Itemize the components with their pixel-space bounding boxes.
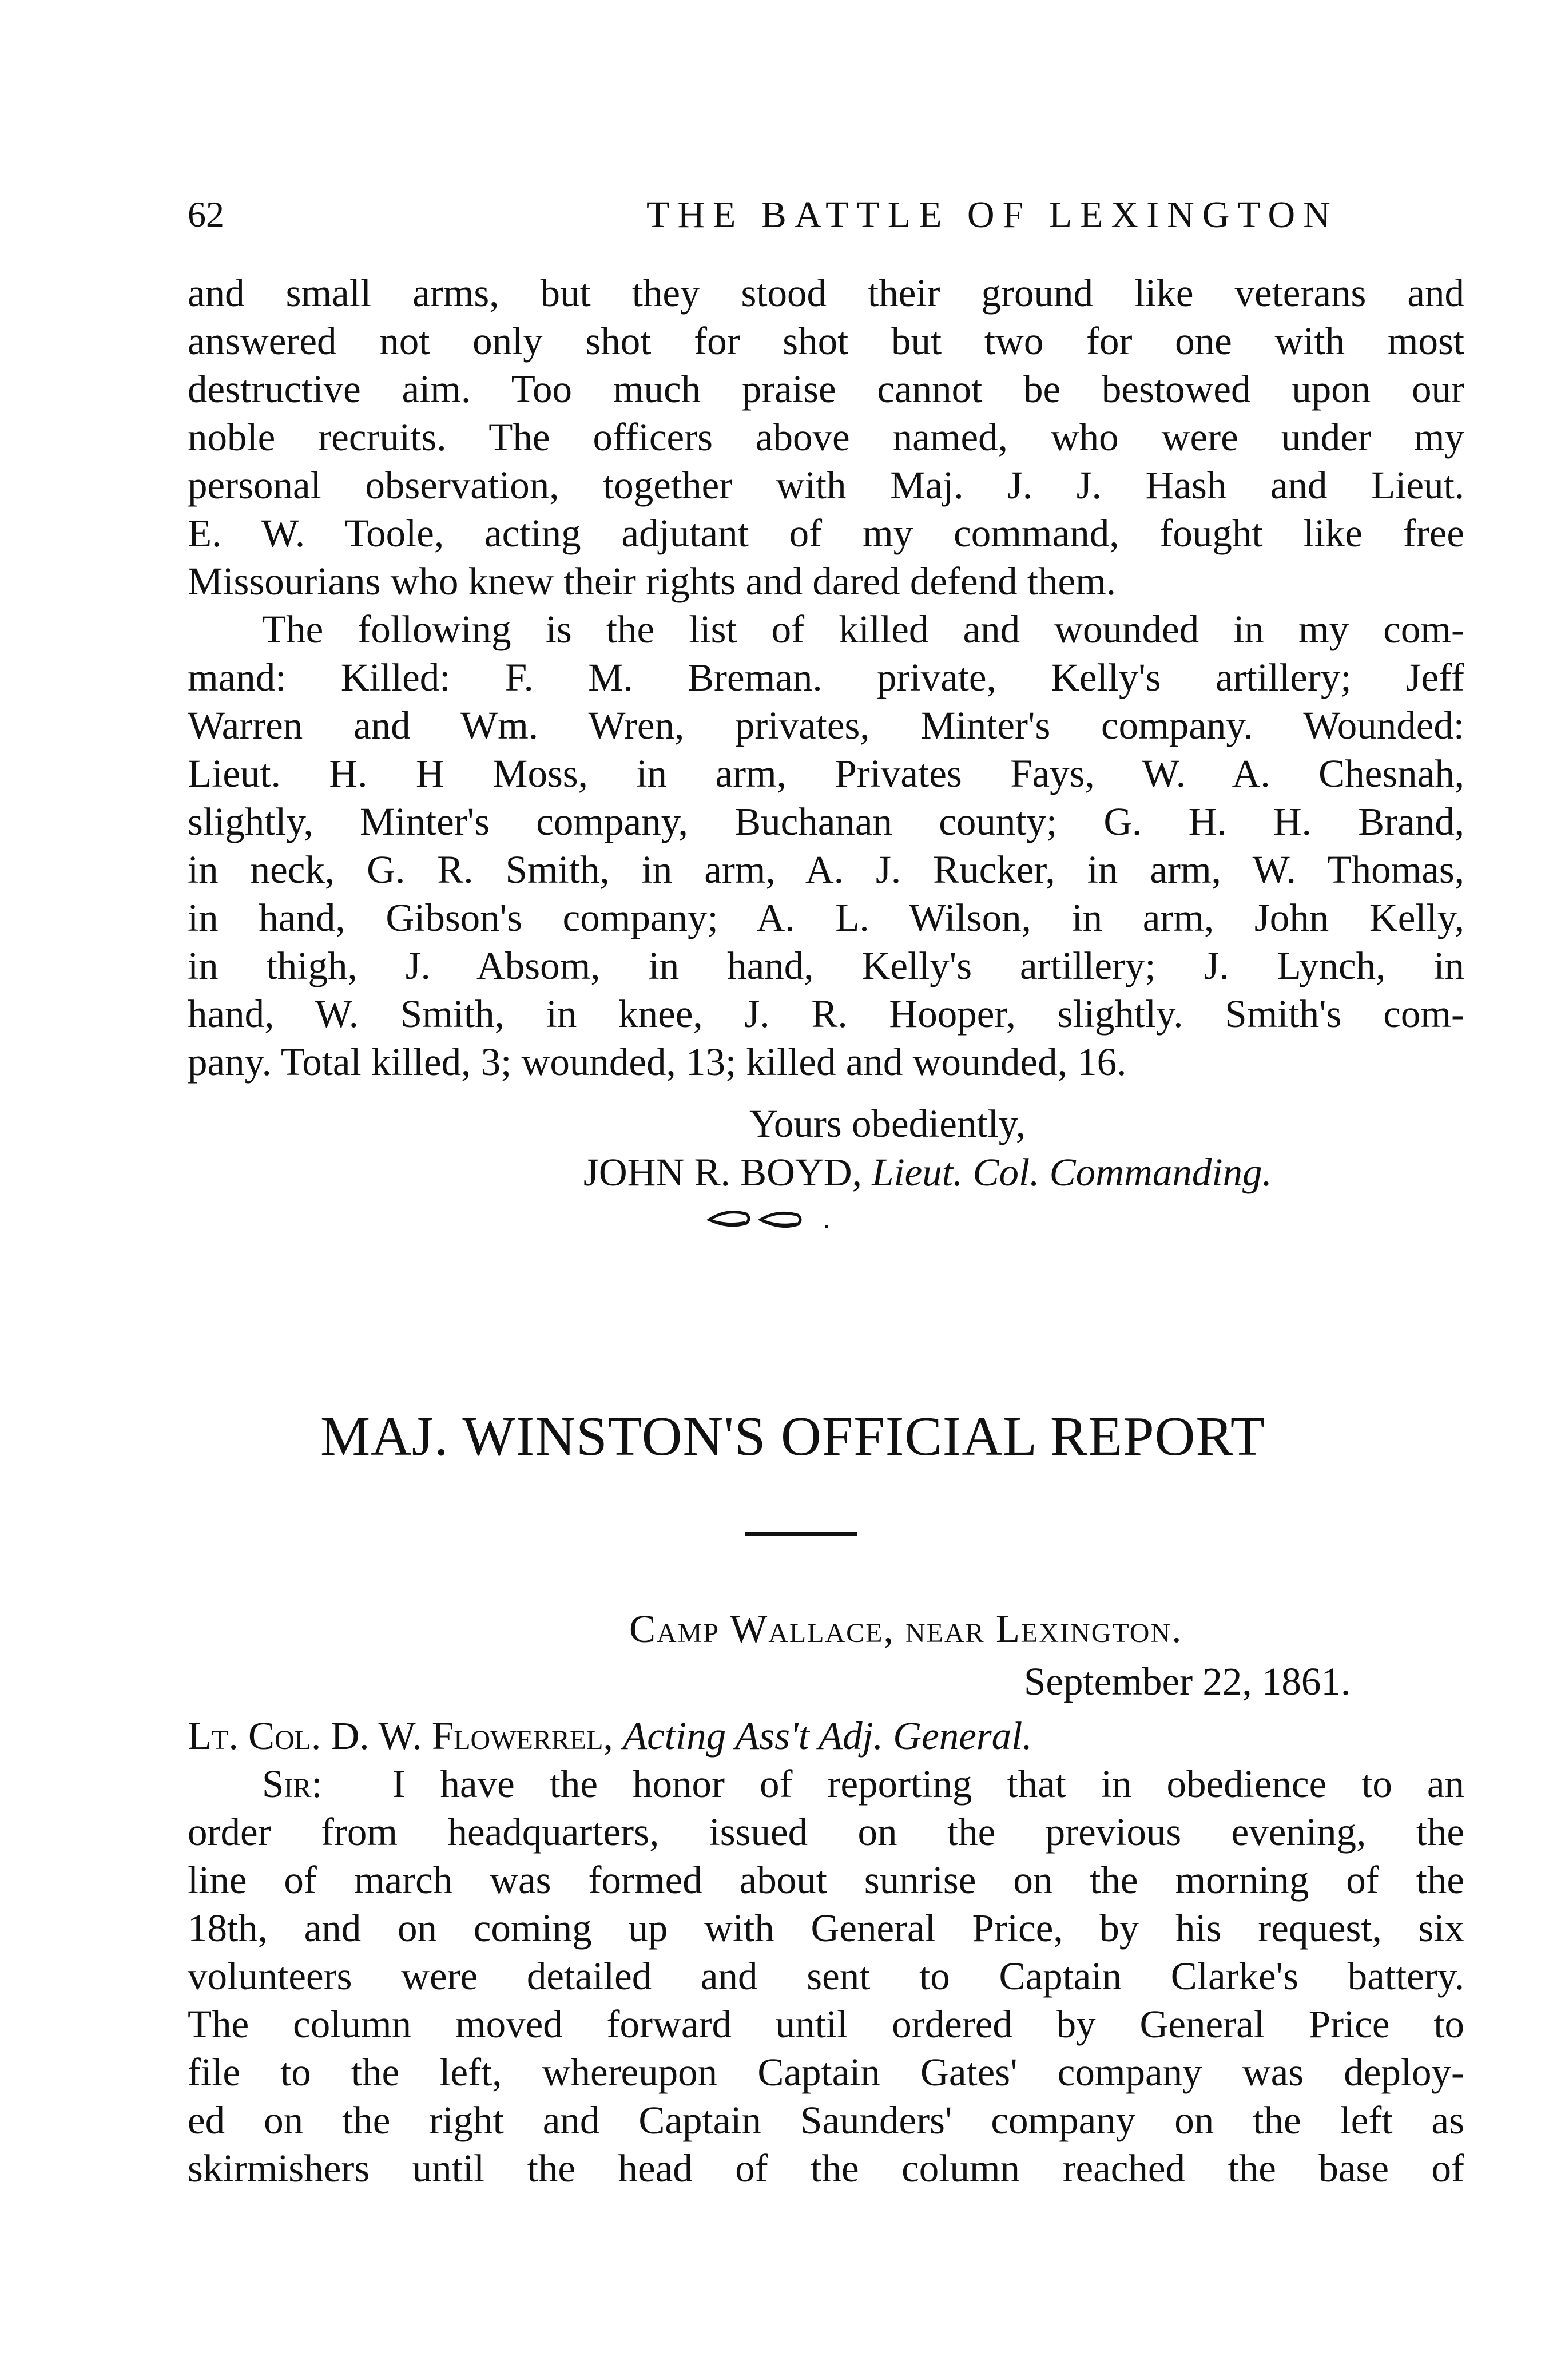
- text-line: skirmishers until the head of the column reached the base of: [188, 2147, 1464, 2190]
- text-line: Missourians who knew their rights and dared defend them.: [188, 560, 1117, 603]
- closing: Yours obediently,: [749, 1102, 1026, 1145]
- running-title: THE BATTLE OF LEXINGTON: [646, 194, 1338, 236]
- text-line: slightly, Minter's company, Buchanan county; G. H. H. Brand,: [188, 800, 1464, 843]
- signature-title: Lieut. Col. Commanding.: [872, 1151, 1272, 1194]
- text-line: The column moved forward until ordered by General Price to: [188, 2002, 1464, 2046]
- double-leaf-ornament-icon: [706, 1208, 855, 1231]
- addressee: [188, 1712, 1464, 1760]
- text-line: personal observation, together with Maj. J. J. Hash and Lieut.: [188, 463, 1464, 507]
- signature-name: JOHN R. BOYD,: [583, 1151, 862, 1194]
- text-line: destructive aim. Too much praise cannot be bestowed upon our: [188, 367, 1464, 411]
- addressee-title: Acting Ass't Adj. General.: [623, 1714, 1032, 1758]
- text-line: hand, W. Smith, in knee, J. R. Hooper, slightly. Smith's com-: [188, 992, 1464, 1036]
- text-line: pany. Total killed, 3; wounded, 13; killed and wounded, 16.: [188, 1040, 1127, 1084]
- text-line: mand: Killed: F. M. Breman. private, Kelly's artillery; Jeff: [188, 656, 1464, 699]
- text-line: in neck, G. R. Smith, in arm, A. J. Rucker, in arm, W. Thomas,: [188, 848, 1464, 891]
- text-line: E. W. Toole, acting adjutant of my command, fought like free: [188, 511, 1464, 555]
- text-line: ed on the right and Captain Saunders' company on the left as: [188, 2099, 1464, 2142]
- text-line: line of march was formed about sunrise on the morning of the: [188, 1858, 1464, 1902]
- heading-rule: [745, 1532, 857, 1536]
- text-line: [188, 1760, 1464, 1808]
- signature: [583, 1150, 1272, 1195]
- boyd-report-body: [188, 269, 1464, 1086]
- salutation: Sir:: [262, 1762, 323, 1806]
- text-line: 18th, and on coming up with General Price, by his request, six: [188, 1906, 1464, 1950]
- text-line: The following is the list of killed and wounded in my com-: [262, 608, 1464, 651]
- text-line: order from headquarters, issued on the previous evening, the: [188, 1810, 1464, 1854]
- text-line: in thigh, J. Absom, in hand, Kelly's artillery; J. Lynch, in: [188, 944, 1464, 987]
- text-line: noble recruits. The officers above named, who were under my: [188, 415, 1464, 459]
- text-line: Lieut. H. H Moss, in arm, Privates Fays, W. A. Chesnah,: [188, 752, 1464, 795]
- winston-report-body: [188, 1712, 1464, 2192]
- text-line: Warren and Wm. Wren, privates, Minter's company. Wounded:: [188, 704, 1464, 747]
- section-heading: MAJ. WINSTON'S OFFICIAL REPORT: [320, 1406, 1265, 1467]
- addressee-name: Lt. Col. D. W. Flowerrel,: [188, 1714, 613, 1758]
- text-line-content: I have the honor of reporting that in obedience to an: [392, 1762, 1465, 1806]
- text-line: and small arms, but they stood their ground like veterans and: [188, 271, 1464, 315]
- report-date: September 22, 1861.: [1024, 1660, 1351, 1703]
- text-line: answered not only shot for shot but two for one with most: [188, 319, 1464, 363]
- report-location: Camp Wallace, near Lexington.: [629, 1607, 1183, 1651]
- text-line: file to the left, whereupon Captain Gates' company was deploy-: [188, 2050, 1464, 2094]
- text-line: in hand, Gibson's company; A. L. Wilson, in arm, John Kelly,: [188, 896, 1464, 939]
- page-number: 62: [188, 194, 224, 235]
- text-line: volunteers were detailed and sent to Captain Clarke's battery.: [188, 1954, 1464, 1998]
